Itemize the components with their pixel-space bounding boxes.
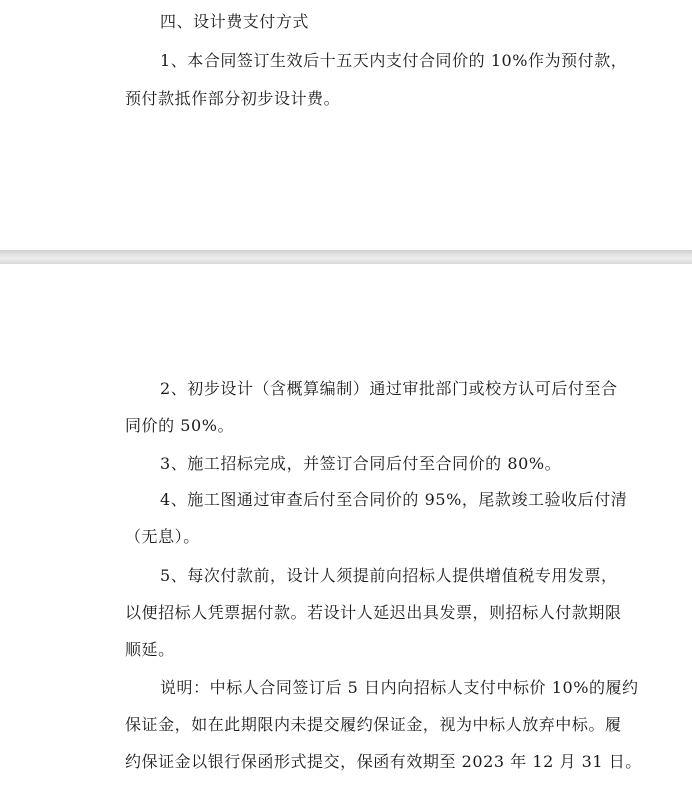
payment-item-5-line-1: 5、每次付款前，设计人须提前向招标人提供增值税专用发票，	[160, 566, 618, 585]
note-line-1: 说明：中标人合同签订后 5 日内向招标人支付中标价 10%的履约	[160, 678, 639, 697]
payment-item-5-line-3: 顺延。	[125, 640, 175, 659]
payment-item-2-line-2: 同价的 50%。	[125, 416, 235, 435]
payment-item-2-line-1: 2、初步设计（含概算编制）通过审批部门或校方认可后付至合	[160, 379, 618, 398]
payment-item-1-line-1: 1、本合同签订生效后十五天内支付合同价的 10%作为预付款，	[160, 51, 628, 70]
payment-item-3-line-1: 3、施工招标完成，并签订合同后付至合同价的 80%。	[160, 454, 562, 473]
payment-item-5-line-2: 以便招标人凭票据付款。若设计人延迟出具发票，则招标人付款期限	[125, 603, 622, 622]
note-line-3: 约保证金以银行保函形式提交，保函有效期至 2023 年 12 月 31 日。	[125, 752, 642, 771]
document-page-2	[0, 264, 692, 792]
payment-item-1-line-2: 预付款抵作部分初步设计费。	[125, 89, 341, 108]
payment-item-4-line-1: 4、施工图通过审查后付至合同价的 95%，尾款竣工验收后付清	[160, 490, 628, 509]
payment-item-4-line-2: （无息）。	[125, 527, 200, 546]
note-line-2: 保证金，如在此期限内未提交履约保证金，视为中标人放弃中标。履	[125, 715, 622, 734]
section-heading: 四、设计费支付方式	[160, 12, 309, 31]
document-page-1	[0, 0, 692, 250]
page-separator	[0, 250, 692, 264]
